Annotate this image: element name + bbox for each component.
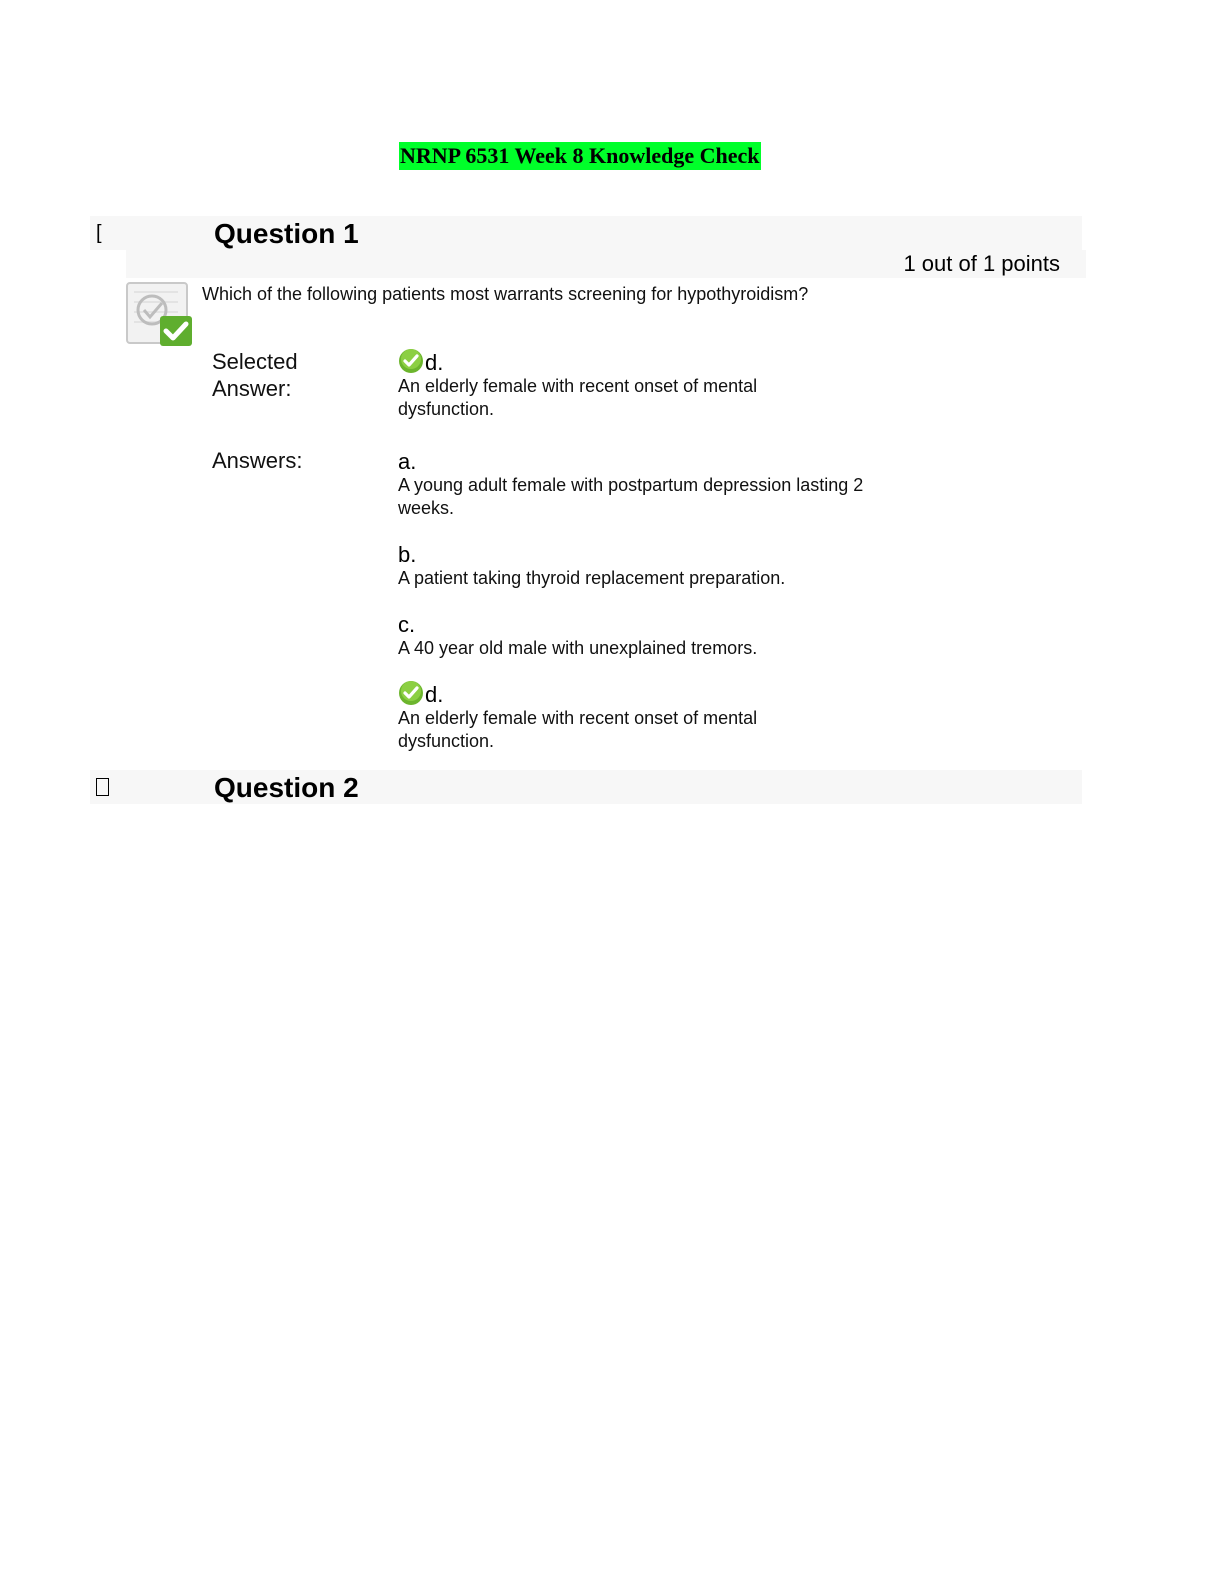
question-2-title: Question 2 [214,772,359,803]
selected-answer-letter: d. [425,350,444,375]
question-marker: [ [96,222,102,244]
answer-letter: b. [398,542,417,567]
question-2-header [90,770,1082,804]
answer-option [398,540,908,590]
answer-option [398,447,908,520]
document-title: NRNP 6531 Week 8 Knowledge Check [400,143,760,168]
selected-answer-label [212,348,298,402]
points-bar [126,250,1086,278]
selected-label-line1: Selected [212,349,298,374]
question-1-points: 1 out of 1 points [903,251,1060,276]
question-marker-box [96,778,109,796]
check-icon [398,348,424,374]
answer-text: A patient taking thyroid replacement preparation. [398,568,786,588]
question-1-title: Question 1 [214,218,359,249]
answer-letter: a. [398,449,417,474]
answer-text: A young adult female with postpartum depression lasting 2 weeks. [398,475,864,518]
answer-option-correct [398,680,908,753]
selected-answer-text: An elderly female with recent onset of mental dysfunction. [398,376,758,419]
selected-answer [398,348,908,421]
answers-label: Answers: [212,448,303,473]
check-icon [398,680,424,706]
selected-label-line2: Answer: [212,376,292,401]
answer-letter: d. [425,682,444,707]
answer-letter: c. [398,612,416,637]
answer-option [398,610,908,660]
answer-text: An elderly female with recent onset of mental dysfunction. [398,708,758,751]
question-1-prompt: Which of the following patients most warrants screening for hypothyroidism? [202,284,809,304]
correct-answer-icon [126,282,194,350]
answer-text: A 40 year old male with unexplained tremors. [398,638,758,658]
question-1-header [90,216,1082,250]
